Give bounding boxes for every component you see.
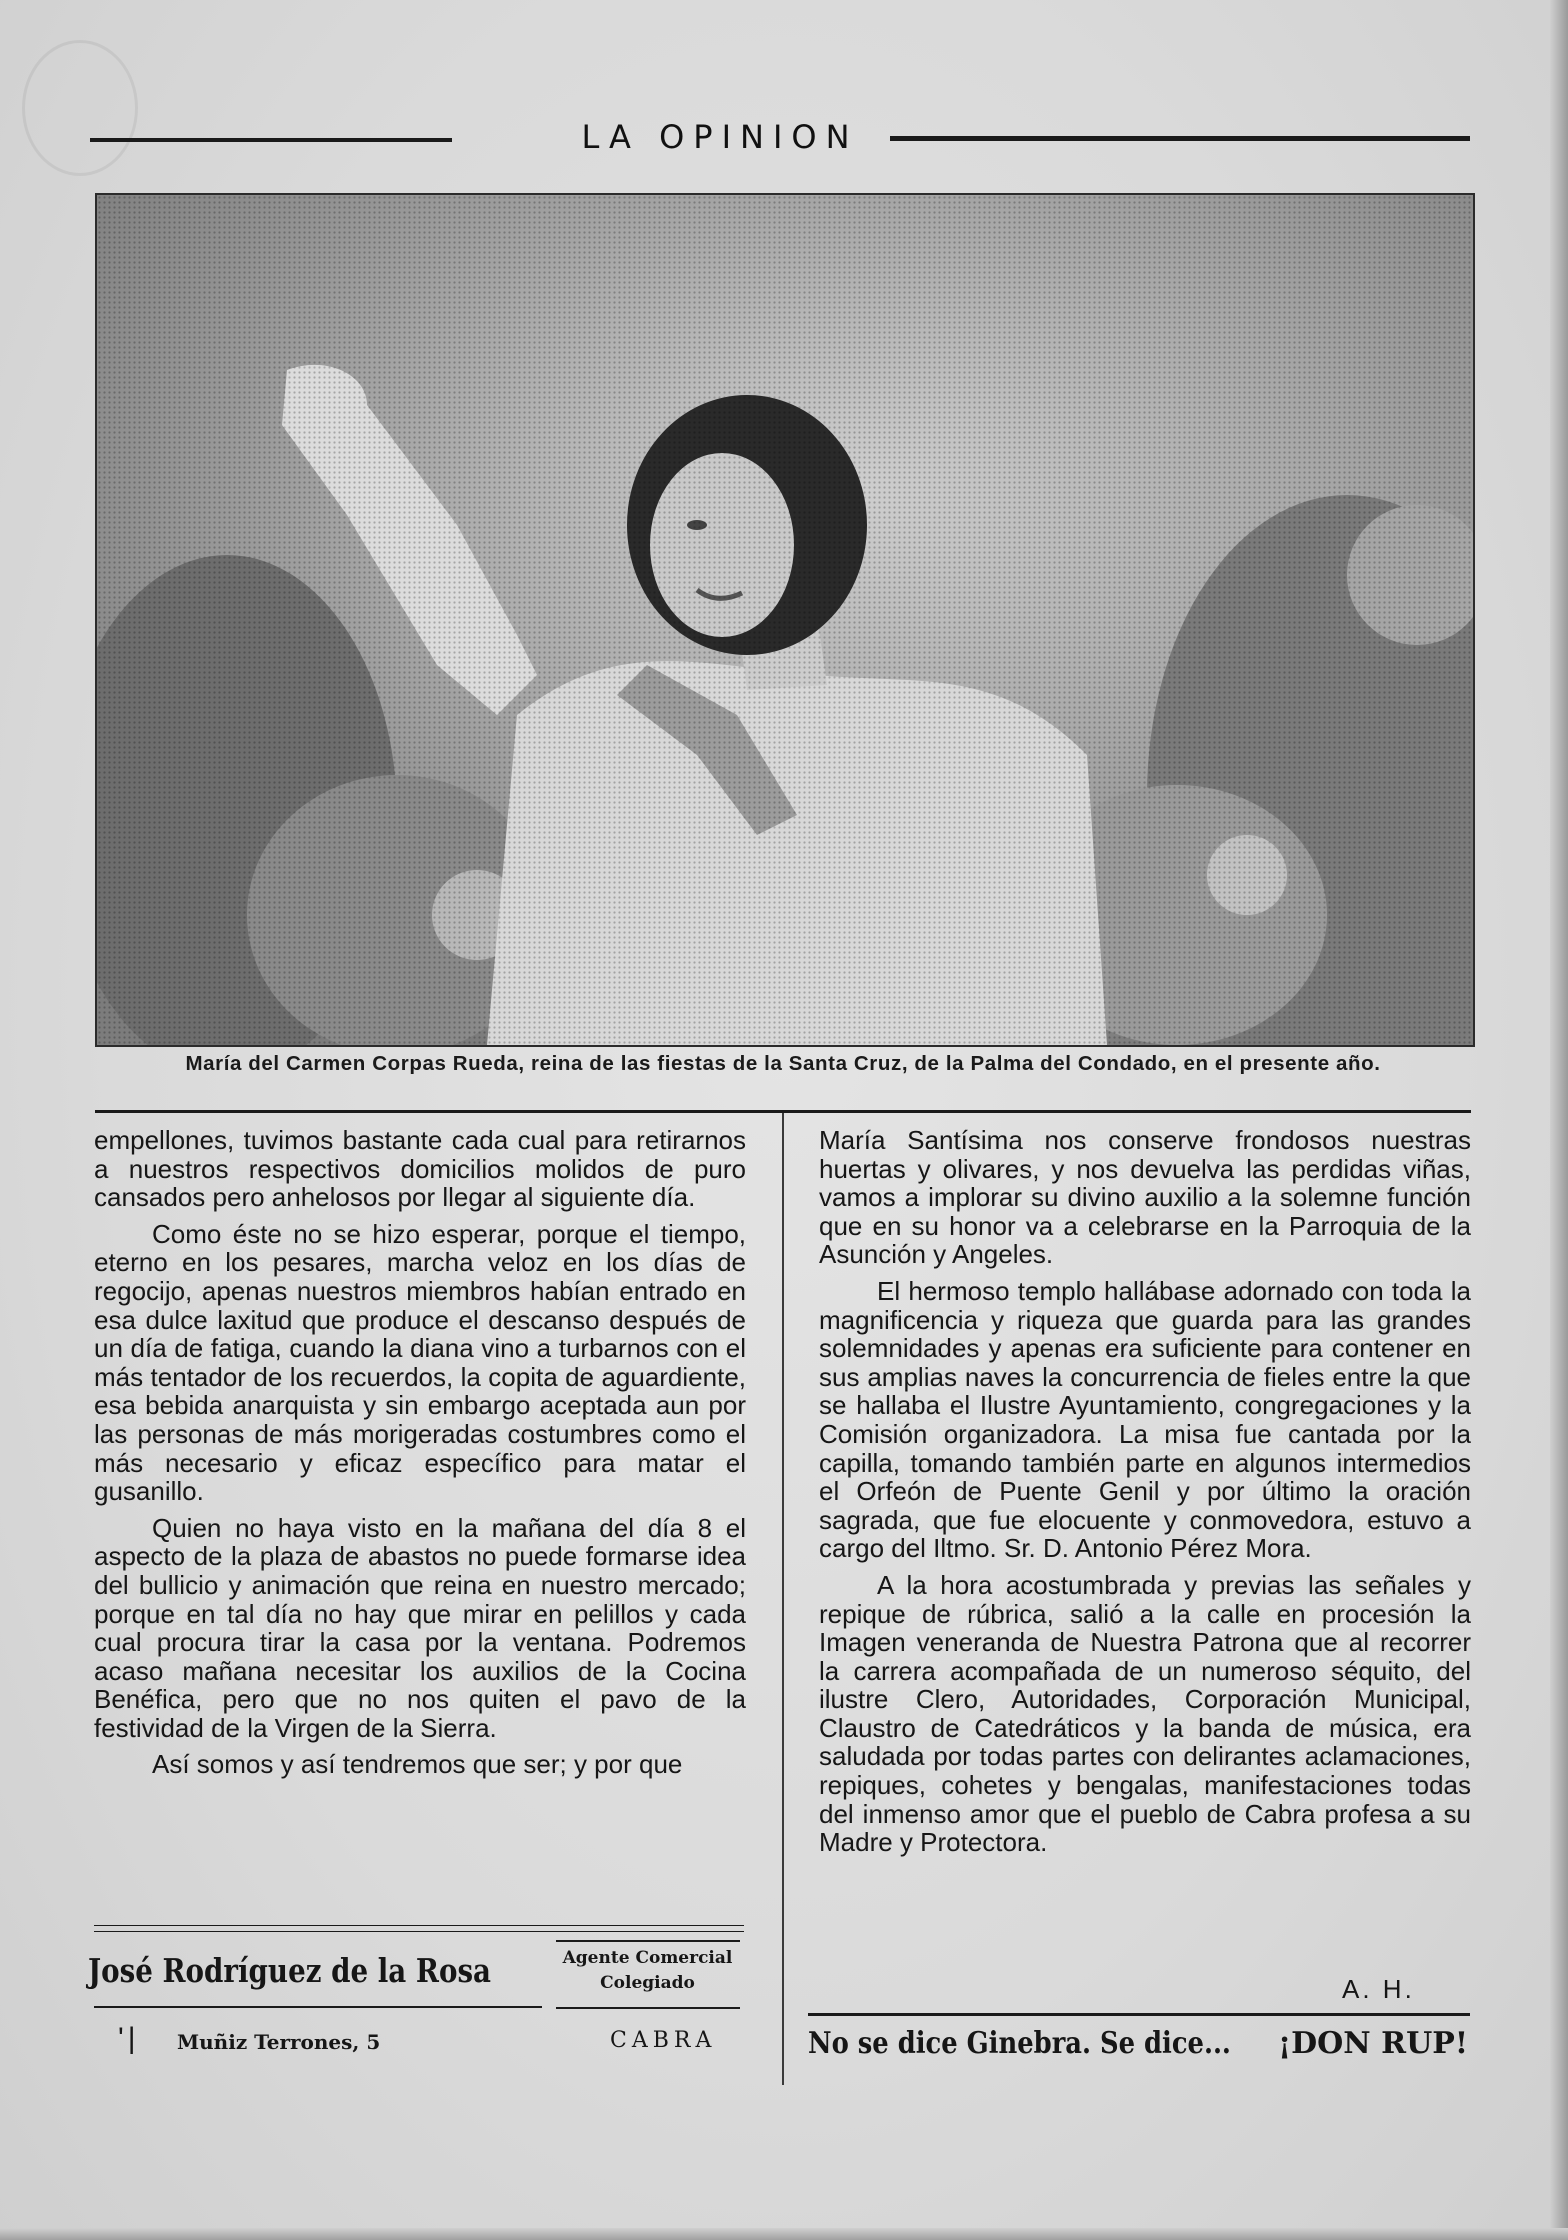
article-paragraph: Quien no haya visto en la mañana del día 8 el aspecto de la plaza de abastos no puede formarse idea del bullicio y animación que reina en nuestro mercado; porque en tal día no hay que mirar en pelillos y cada cual procura tirar la casa por la ventana. Podremos acaso mañana necesitar los auxilios de la Cocina Benéfica, pero que no nos quiten el pavo de la festividad de la Virgen de la Sierra. — [94, 1512, 746, 1743]
ad-business-name: José Rodríguez de la Rosa — [88, 1951, 492, 1990]
article-paragraph: Como éste no se hizo esperar, porque el tiempo, eterno en los pesares, marcha veloz en los días de regocijo, apenas nuestros miembros habían entrado en esa dulce laxitud que produce el descanso después de un día de fatiga, cuando la diana vino a turbarnos con el más tentador de los recuerdos, la copita de aguardiente, esa bebida anarquista y sin embargo aceptada aun por las personas de más morigeradas costumbres como el más necesario y eficaz específico para matar el gusanillo. — [94, 1218, 746, 1507]
ad-agent-rule-top — [556, 1940, 740, 1942]
article-column-left — [94, 1126, 746, 1779]
portrait-photo — [95, 193, 1475, 1047]
ad-address: Muñiz Terrones, 5 — [177, 2030, 381, 2054]
ad-mark: '| — [118, 2022, 140, 2055]
ad-agent-title — [555, 1946, 740, 1996]
portrait-illustration — [97, 195, 1473, 1045]
ad-city: CABRA — [610, 2028, 717, 2053]
scan-edge-right — [1550, 0, 1568, 2240]
article-paragraph: A la hora acostumbrada y previas las señales y repique de rúbrica, salió a la calle en procesión la Imagen veneranda de Nuestra Patrona que al recorrer la carrera acompañada de un numeroso séquito, del ilustre Clero, Autoridades, Corporación Municipal, Claustro de Catedráticos y la banda de música, era saludada por todas partes con delirantes aclamaciones, repiques, cohetes y bengalas, manifestaciones todas del inmenso amor que el pueblo de Cabra profesa a su Madre y Protectora. — [819, 1569, 1471, 1858]
masthead-title: LA OPINION — [581, 118, 859, 156]
slogan-brand: ¡DON RUP! — [1277, 2026, 1468, 2061]
ad-agent-line: Colegiado — [600, 1973, 695, 1993]
page-header — [90, 118, 1470, 158]
ad-agent-rule-bottom — [556, 2007, 740, 2009]
scan-edge-bottom — [0, 2228, 1568, 2240]
article-paragraph: El hermoso templo hallábase adornado con toda la magnificencia y riqueza que guarda para las grandes solemnidades y apenas era suficiente para contener en sus amplias naves la concurrencia de fieles entre la que se hallaba el Ilustre Ayuntamiento, congregaciones y la Comisión organizadora. La misa fue cantada por la capilla, tomando también parte en algunos intermedios el Orfeón de Puente Genil y por último la oración sagrada, que fue elocuente y conmovedora, estuvo a cargo del Iltmo. Sr. D. Antonio Pérez Mora. — [819, 1275, 1471, 1564]
article-signature: A. H. — [1342, 1974, 1415, 2004]
photo-caption: María del Carmen Corpas Rueda, reina de las fiestas de la Santa Cruz, de la Palma del Condado, en el presente año. — [185, 1052, 1381, 1075]
header-rule-right — [890, 136, 1470, 141]
slogan-text: No se dice Ginebra. Se dice... — [808, 2026, 1231, 2061]
slogan-rule — [808, 2013, 1470, 2016]
ad-agent-line: Agente Comercial — [562, 1948, 733, 1968]
header-rule-left — [90, 138, 452, 142]
column-divider — [782, 1113, 784, 2085]
article-paragraph: empellones, tuvimos bastante cada cual para retirarnos a nuestros respectivos domicilios molidos de puro cansados pero anhelosos por llegar al siguiente día. — [94, 1125, 746, 1213]
article-column-right — [819, 1126, 1471, 1857]
ad-top-rule — [94, 1925, 744, 1932]
article-paragraph: Así somos y así tendremos que ser; y por que — [152, 1749, 683, 1780]
ad-bottom-rule — [94, 2006, 542, 2008]
article-paragraph: María Santísima nos conserve frondosos nuestras huertas y olivares, y nos devuelva las perdidas viñas, vamos a implorar su divino auxilio a la solemne función que en su honor va a celebrarse en la Parroquia de la Asunción y Angeles. — [819, 1125, 1471, 1270]
